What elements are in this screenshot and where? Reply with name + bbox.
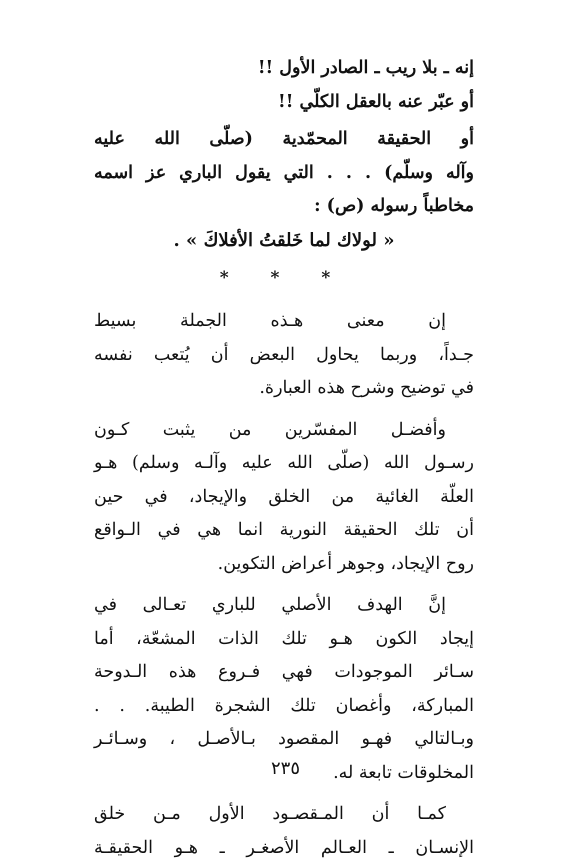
text-line: أو عبّر عنه بالعقل الكلّي !! — [94, 86, 474, 120]
text-line: في توضيح وشرح هذه العبارة. — [94, 372, 474, 406]
text-line: رسـول الله (صلّى الله عليه وآلـه وسلم) هـو — [94, 447, 474, 481]
text-line: المخلوقات تابعة له. — [94, 757, 474, 791]
text-line: إن معنى هـذه الجملة بسيط — [94, 305, 474, 339]
text-line: وآله وسلّم) . . . التي يقول الباري عز اسمه — [94, 157, 474, 191]
page-body — [94, 52, 474, 865]
text-line: إنَّ الهدف الأصلي للباري تعـالى في — [94, 589, 474, 623]
text-line: العلّة الغائية من الخلق والإيجاد، في حين — [94, 481, 474, 515]
text-line: وأفضـل المفسّرين من يثبت كـون — [94, 414, 474, 448]
text-line: جـداً، وربما يحاول البعض أن يُتعب نفسه — [94, 339, 474, 373]
text-line: أو الحقيقة المحمّدية (صلّى الله عليه — [94, 123, 474, 157]
section-separator: * * * — [94, 261, 474, 295]
text-line: أن تلك الحقيقة النورية انما هي في الـواقع — [94, 514, 474, 548]
hadith-quote: « لولاك لما خَلقتُ الأفلاكَ » . — [94, 224, 474, 258]
paragraph-interpreters — [94, 414, 474, 582]
text-line: وبـالتالي فهـو المقصود بـالأصـل ، وسـائـر — [94, 723, 474, 757]
text-line: سـائر الموجودات فهي فـروع هذه الـدوحة — [94, 656, 474, 690]
opening-section — [94, 52, 474, 257]
text-line: إنه ـ بلا ريب ـ الصادر الأول !! — [94, 52, 474, 86]
text-line: كمـا أن المـقصـود الأول مـن خلق — [94, 798, 474, 832]
text-line: المباركة، وأغصان تلك الشجرة الطيبة. . . — [94, 690, 474, 724]
text-line: إيجاد الكون هـو تلك الذات المشعّة، أما — [94, 623, 474, 657]
paragraph-meaning — [94, 305, 474, 406]
text-line: مخاطباً رسوله (ص) : — [94, 190, 474, 224]
text-line: الإنسـان ـ العـالم الأصغـر ـ هـو الحقيقـة — [94, 832, 474, 865]
paragraph-human — [94, 798, 474, 865]
page-number: ٢٣٥ — [0, 758, 571, 779]
text-line: روح الإيجاد، وجوهر أعراض التكوين. — [94, 548, 474, 582]
